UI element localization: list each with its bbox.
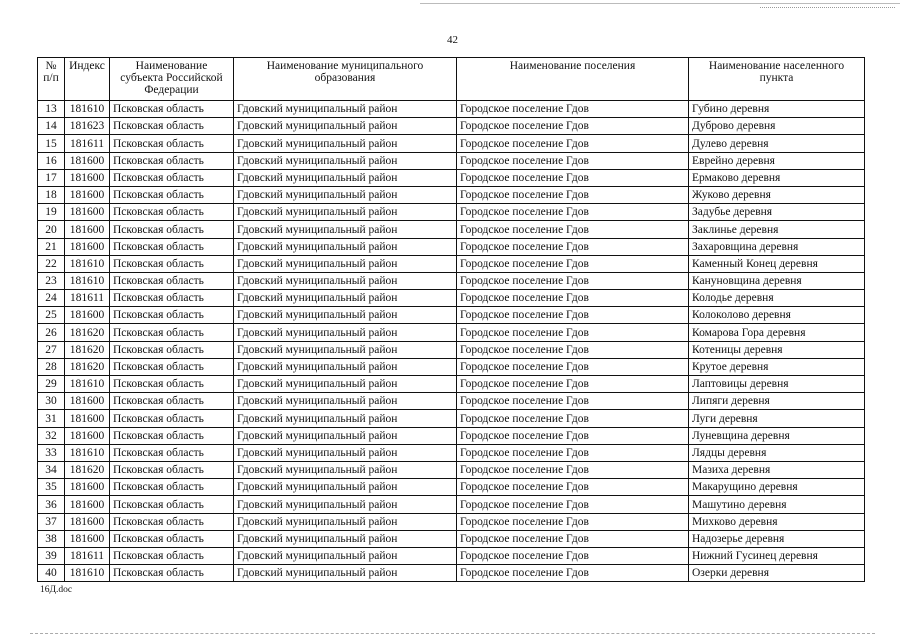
row-number: 38 <box>38 530 65 547</box>
postal-index: 181600 <box>65 393 110 410</box>
table-row <box>38 410 865 427</box>
settlement-cell: Городское поселение Гдов <box>457 410 689 427</box>
municipality-cell: Гдовский муниципальный район <box>234 169 457 186</box>
settlement-cell: Городское поселение Гдов <box>457 290 689 307</box>
table-row <box>38 479 865 496</box>
postal-index: 181600 <box>65 238 110 255</box>
settlement-cell: Городское поселение Гдов <box>457 444 689 461</box>
postal-index: 181611 <box>65 547 110 564</box>
subject-cell: Псковская область <box>110 547 234 564</box>
postal-index: 181610 <box>65 101 110 118</box>
postal-index: 181600 <box>65 427 110 444</box>
table-row <box>38 427 865 444</box>
row-number: 32 <box>38 427 65 444</box>
row-number: 13 <box>38 101 65 118</box>
subject-cell: Псковская область <box>110 135 234 152</box>
municipality-cell: Гдовский муниципальный район <box>234 427 457 444</box>
locality-cell: Комарова Гора деревня <box>689 324 865 341</box>
municipality-cell: Гдовский муниципальный район <box>234 238 457 255</box>
row-number: 29 <box>38 376 65 393</box>
municipality-cell: Гдовский муниципальный район <box>234 290 457 307</box>
locality-cell: Дулево деревня <box>689 135 865 152</box>
postal-index: 181600 <box>65 410 110 427</box>
locality-cell: Мазиха деревня <box>689 461 865 478</box>
subject-cell: Псковская область <box>110 152 234 169</box>
table-row <box>38 513 865 530</box>
row-number: 25 <box>38 307 65 324</box>
scan-top-line <box>420 3 900 4</box>
locality-cell: Лядцы деревня <box>689 444 865 461</box>
row-number: 15 <box>38 135 65 152</box>
table-row <box>38 272 865 289</box>
table-row <box>38 186 865 203</box>
row-number: 18 <box>38 186 65 203</box>
subject-cell: Псковская область <box>110 513 234 530</box>
settlement-cell: Городское поселение Гдов <box>457 204 689 221</box>
postal-index: 181610 <box>65 255 110 272</box>
table-row <box>38 496 865 513</box>
table-row <box>38 255 865 272</box>
page-number: 42 <box>447 34 458 46</box>
row-number: 26 <box>38 324 65 341</box>
subject-cell: Псковская область <box>110 272 234 289</box>
subject-cell: Псковская область <box>110 376 234 393</box>
postal-index: 181600 <box>65 169 110 186</box>
locality-cell: Крутое деревня <box>689 358 865 375</box>
subject-cell: Псковская область <box>110 341 234 358</box>
postal-index: 181620 <box>65 324 110 341</box>
table-row <box>38 307 865 324</box>
postal-index: 181600 <box>65 307 110 324</box>
settlement-cell: Городское поселение Гдов <box>457 238 689 255</box>
settlement-cell: Городское поселение Гдов <box>457 307 689 324</box>
postal-index: 181600 <box>65 513 110 530</box>
municipality-cell: Гдовский муниципальный район <box>234 272 457 289</box>
subject-cell: Псковская область <box>110 221 234 238</box>
locality-cell: Озерки деревня <box>689 565 865 582</box>
locality-cell: Нижний Гусинец деревня <box>689 547 865 564</box>
row-number: 19 <box>38 204 65 221</box>
settlement-cell: Городское поселение Гдов <box>457 496 689 513</box>
postal-index: 181600 <box>65 204 110 221</box>
table-row <box>38 341 865 358</box>
table-row <box>38 101 865 118</box>
table-row <box>38 444 865 461</box>
postal-index: 181600 <box>65 479 110 496</box>
row-number: 31 <box>38 410 65 427</box>
table-row <box>38 135 865 152</box>
subject-cell: Псковская область <box>110 238 234 255</box>
settlement-cell: Городское поселение Гдов <box>457 101 689 118</box>
header-settlement: Наименование поселения <box>457 58 689 101</box>
locality-cell: Ермаково деревня <box>689 169 865 186</box>
header-municipality: Наименование муниципального образования <box>234 58 457 101</box>
locality-cell: Еврейно деревня <box>689 152 865 169</box>
locality-cell: Жуково деревня <box>689 186 865 203</box>
municipality-cell: Гдовский муниципальный район <box>234 410 457 427</box>
row-number: 34 <box>38 461 65 478</box>
subject-cell: Псковская область <box>110 358 234 375</box>
row-number: 28 <box>38 358 65 375</box>
municipality-cell: Гдовский муниципальный район <box>234 186 457 203</box>
settlement-cell: Городское поселение Гдов <box>457 376 689 393</box>
settlement-cell: Городское поселение Гдов <box>457 461 689 478</box>
settlement-cell: Городское поселение Гдов <box>457 118 689 135</box>
subject-cell: Псковская область <box>110 101 234 118</box>
table-row <box>38 118 865 135</box>
row-number: 20 <box>38 221 65 238</box>
locality-cell: Захаровщина деревня <box>689 238 865 255</box>
row-number: 27 <box>38 341 65 358</box>
table-row <box>38 565 865 582</box>
settlement-cell: Городское поселение Гдов <box>457 393 689 410</box>
settlement-cell: Городское поселение Гдов <box>457 358 689 375</box>
subject-cell: Псковская область <box>110 444 234 461</box>
postal-index: 181610 <box>65 565 110 582</box>
header-locality: Наименование населенного пункта <box>689 58 865 101</box>
locality-cell: Дуброво деревня <box>689 118 865 135</box>
table-row <box>38 358 865 375</box>
postal-index: 181611 <box>65 135 110 152</box>
table-row <box>38 221 865 238</box>
row-number: 24 <box>38 290 65 307</box>
municipality-cell: Гдовский муниципальный район <box>234 358 457 375</box>
file-name-footer: 16Д.doc <box>40 585 73 595</box>
locality-cell: Липяги деревня <box>689 393 865 410</box>
locality-cell: Луги деревня <box>689 410 865 427</box>
locality-cell: Макарущино деревня <box>689 479 865 496</box>
row-number: 17 <box>38 169 65 186</box>
table-row <box>38 376 865 393</box>
municipality-cell: Гдовский муниципальный район <box>234 101 457 118</box>
header-num: № п/п <box>38 58 65 101</box>
locality-cell: Михково деревня <box>689 513 865 530</box>
subject-cell: Псковская область <box>110 565 234 582</box>
postal-index: 181620 <box>65 358 110 375</box>
subject-cell: Псковская область <box>110 410 234 427</box>
row-number: 16 <box>38 152 65 169</box>
table-row <box>38 530 865 547</box>
subject-cell: Псковская область <box>110 118 234 135</box>
locality-cell: Заклинье деревня <box>689 221 865 238</box>
subject-cell: Псковская область <box>110 324 234 341</box>
table-row <box>38 290 865 307</box>
municipality-cell: Гдовский муниципальный район <box>234 547 457 564</box>
municipality-cell: Гдовский муниципальный район <box>234 376 457 393</box>
locality-cell: Губино деревня <box>689 101 865 118</box>
postal-index: 181600 <box>65 221 110 238</box>
subject-cell: Псковская область <box>110 393 234 410</box>
table-row <box>38 204 865 221</box>
municipality-cell: Гдовский муниципальный район <box>234 204 457 221</box>
row-number: 30 <box>38 393 65 410</box>
table-header-row <box>38 58 865 101</box>
scan-bottom-line <box>30 633 875 634</box>
municipality-cell: Гдовский муниципальный район <box>234 255 457 272</box>
municipality-cell: Гдовский муниципальный район <box>234 393 457 410</box>
municipality-cell: Гдовский муниципальный район <box>234 341 457 358</box>
municipality-cell: Гдовский муниципальный район <box>234 307 457 324</box>
subject-cell: Псковская область <box>110 186 234 203</box>
settlement-cell: Городское поселение Гдов <box>457 169 689 186</box>
locality-cell: Колодье деревня <box>689 290 865 307</box>
table-row <box>38 547 865 564</box>
settlement-cell: Городское поселение Гдов <box>457 152 689 169</box>
settlement-cell: Городское поселение Гдов <box>457 427 689 444</box>
postal-index: 181620 <box>65 341 110 358</box>
table-row <box>38 152 865 169</box>
municipality-cell: Гдовский муниципальный район <box>234 496 457 513</box>
row-number: 40 <box>38 565 65 582</box>
settlement-cell: Городское поселение Гдов <box>457 186 689 203</box>
table-row <box>38 324 865 341</box>
row-number: 14 <box>38 118 65 135</box>
subject-cell: Псковская область <box>110 204 234 221</box>
municipality-cell: Гдовский муниципальный район <box>234 118 457 135</box>
row-number: 37 <box>38 513 65 530</box>
subject-cell: Псковская область <box>110 427 234 444</box>
subject-cell: Псковская область <box>110 255 234 272</box>
locality-cell: Надозерье деревня <box>689 530 865 547</box>
row-number: 21 <box>38 238 65 255</box>
settlement-cell: Городское поселение Гдов <box>457 341 689 358</box>
locality-cell: Каменный Конец деревня <box>689 255 865 272</box>
municipality-cell: Гдовский муниципальный район <box>234 152 457 169</box>
settlement-cell: Городское поселение Гдов <box>457 272 689 289</box>
municipality-cell: Гдовский муниципальный район <box>234 461 457 478</box>
row-number: 36 <box>38 496 65 513</box>
postal-index: 181600 <box>65 152 110 169</box>
row-number: 33 <box>38 444 65 461</box>
header-index: Индекс <box>65 58 110 101</box>
subject-cell: Псковская область <box>110 496 234 513</box>
locality-cell: Колоколово деревня <box>689 307 865 324</box>
header-subject: Наименование субъекта Российской Федерации <box>110 58 234 101</box>
settlement-cell: Городское поселение Гдов <box>457 135 689 152</box>
locality-cell: Машутино деревня <box>689 496 865 513</box>
municipality-cell: Гдовский муниципальный район <box>234 530 457 547</box>
subject-cell: Псковская область <box>110 307 234 324</box>
row-number: 39 <box>38 547 65 564</box>
settlement-cell: Городское поселение Гдов <box>457 255 689 272</box>
postal-index: 181610 <box>65 444 110 461</box>
subject-cell: Псковская область <box>110 479 234 496</box>
locality-cell: Луневщина деревня <box>689 427 865 444</box>
municipality-cell: Гдовский муниципальный район <box>234 513 457 530</box>
municipality-cell: Гдовский муниципальный район <box>234 221 457 238</box>
postal-index: 181620 <box>65 461 110 478</box>
settlements-table <box>37 57 865 582</box>
settlement-cell: Городское поселение Гдов <box>457 547 689 564</box>
locality-cell: Кануновщина деревня <box>689 272 865 289</box>
settlement-cell: Городское поселение Гдов <box>457 565 689 582</box>
row-number: 23 <box>38 272 65 289</box>
scan-top-line-dotted <box>760 7 895 8</box>
table-row <box>38 169 865 186</box>
postal-index: 181623 <box>65 118 110 135</box>
subject-cell: Псковская область <box>110 461 234 478</box>
postal-index: 181600 <box>65 496 110 513</box>
locality-cell: Лаптовицы деревня <box>689 376 865 393</box>
subject-cell: Псковская область <box>110 290 234 307</box>
table-row <box>38 393 865 410</box>
postal-index: 181600 <box>65 186 110 203</box>
subject-cell: Псковская область <box>110 169 234 186</box>
table-row <box>38 238 865 255</box>
municipality-cell: Гдовский муниципальный район <box>234 444 457 461</box>
locality-cell: Задубье деревня <box>689 204 865 221</box>
table-row <box>38 461 865 478</box>
municipality-cell: Гдовский муниципальный район <box>234 135 457 152</box>
settlement-cell: Городское поселение Гдов <box>457 221 689 238</box>
settlement-cell: Городское поселение Гдов <box>457 324 689 341</box>
locality-cell: Котеницы деревня <box>689 341 865 358</box>
postal-index: 181600 <box>65 530 110 547</box>
row-number: 35 <box>38 479 65 496</box>
settlement-cell: Городское поселение Гдов <box>457 513 689 530</box>
postal-index: 181610 <box>65 376 110 393</box>
municipality-cell: Гдовский муниципальный район <box>234 324 457 341</box>
municipality-cell: Гдовский муниципальный район <box>234 479 457 496</box>
municipality-cell: Гдовский муниципальный район <box>234 565 457 582</box>
postal-index: 181610 <box>65 272 110 289</box>
settlement-cell: Городское поселение Гдов <box>457 530 689 547</box>
row-number: 22 <box>38 255 65 272</box>
subject-cell: Псковская область <box>110 530 234 547</box>
settlement-cell: Городское поселение Гдов <box>457 479 689 496</box>
postal-index: 181611 <box>65 290 110 307</box>
